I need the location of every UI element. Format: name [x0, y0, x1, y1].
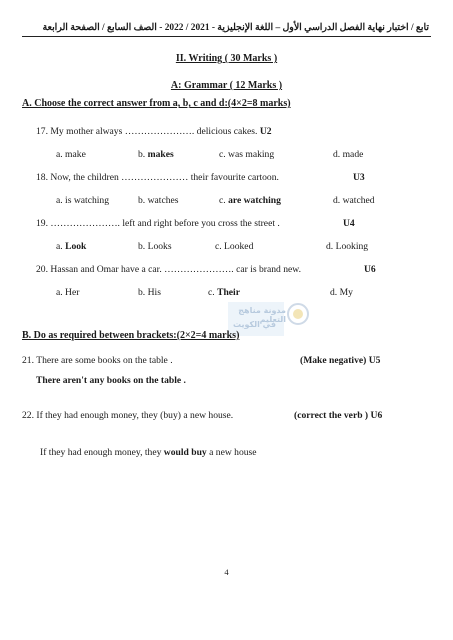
blog-watermark [228, 298, 310, 338]
question-21-instruction: (Make negative) U5 [300, 355, 381, 366]
unit-label-18: U3 [353, 172, 365, 183]
option-20a: a. Her [56, 287, 80, 298]
option-18a: a. is watching [56, 195, 110, 206]
unit-label-20: U6 [364, 264, 376, 275]
unit-label-19: U4 [343, 218, 355, 229]
answer-pre: If they had enough money, they [40, 447, 164, 458]
part-b-instruction: B. Do as required between brackets:(2×2=4 marks) [22, 330, 240, 341]
option-19b: b. Looks [138, 241, 172, 252]
option-19c: c. Looked [215, 241, 254, 252]
question-22-instruction: (correct the verb ) U6 [294, 410, 383, 421]
option-18d: d. watched [333, 195, 375, 206]
question-text: 18. Now, the children ………………… their favourite cartoon. [36, 172, 279, 183]
option-18b: b. watches [138, 195, 179, 206]
option-18c-bold: are watching [228, 195, 281, 206]
header-rule [22, 36, 431, 37]
option-20b: b. His [138, 287, 161, 298]
page-number: 4 [224, 567, 229, 577]
watermark-line1: مدونة مناهج التعليم [238, 306, 286, 324]
option-17c: c. was making [219, 149, 275, 160]
question-20 [36, 264, 301, 275]
option-20c: c. Their [208, 287, 240, 298]
answer-post: a new house [206, 447, 257, 458]
option-17b: b. makes [138, 149, 174, 160]
question-22: 22. If they had enough money, they (buy) a new house. [22, 410, 234, 421]
option-19a: a. Look [56, 241, 87, 252]
subsection-title: A: Grammar ( 12 Marks ) [170, 80, 283, 91]
watermark-line2: في الكويت [232, 320, 276, 329]
question-21: 21. There are some books on the table . [22, 355, 173, 366]
question-text: 19. …………………. left and right before you cross the street . [36, 218, 280, 229]
question-17 [36, 126, 272, 137]
page-header: تابع / اختبار نهاية الفصل الدراسي الأول – اللغة الإنجليزية - 2021 / 2022 - الصف السابع / الصفحة الرابعة [42, 23, 429, 33]
question-text: 17. My mother always …………………. delicious cakes. [36, 126, 258, 137]
option-20c-bold: Their [217, 287, 240, 298]
unit-label: U2 [259, 126, 272, 137]
question-19 [36, 218, 280, 229]
option-19d: d. Looking [326, 241, 369, 252]
question-21-answer: There aren't any books on the table . [36, 375, 186, 386]
option-19a-bold: Look [65, 241, 87, 252]
option-20d: d. My [330, 287, 353, 298]
question-22-answer [40, 447, 257, 458]
option-17b-bold: makes [147, 149, 174, 160]
option-18c: c. are watching [219, 195, 281, 206]
part-a-instruction: A. Choose the correct answer from a, b, c and d:(4×2=8 marks) [22, 98, 291, 109]
question-18 [36, 172, 279, 183]
question-text: 20. Hassan and Omar have a car. …………………. car is brand new. [36, 264, 301, 275]
section-title: II. Writing ( 30 Marks ) [175, 53, 278, 64]
answer-bold: would buy [163, 447, 207, 458]
option-17d: d. made [333, 149, 364, 160]
option-17a: a. make [56, 149, 86, 160]
